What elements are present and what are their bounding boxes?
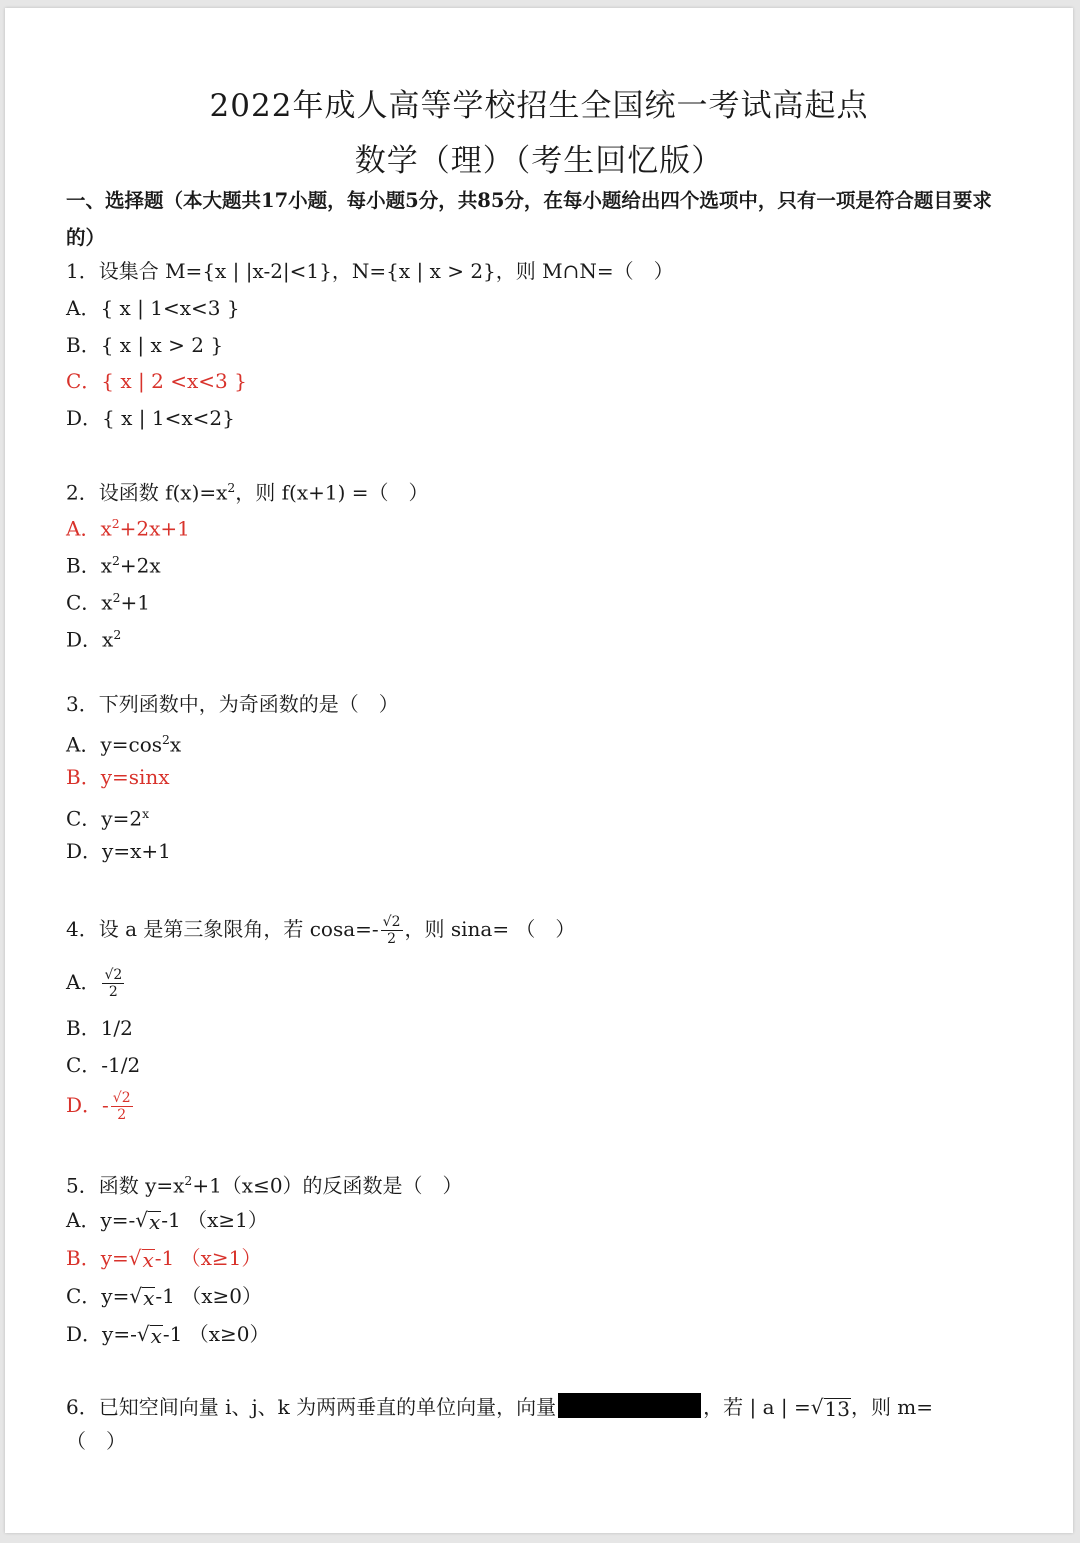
question-4-option-c: C．-1/2	[66, 1053, 141, 1077]
fraction-sqrt2-over-2: $\frac{√2}{2}$	[112, 1090, 131, 1123]
question-5-option-a: A．y=- √ x -1 （x≥1）	[66, 1208, 268, 1234]
sqrt-x: √ x	[136, 1322, 162, 1348]
question-2-option-b: B．$x^2+2x$	[66, 553, 161, 578]
question-2-option-d: D．$x^2$	[66, 627, 122, 652]
question-3-option-b-answer: B．y=sinx	[66, 765, 170, 789]
sqrt-x: √ x	[128, 1246, 154, 1272]
question-3-stem: 3．下列函数中，为奇函数的是（ ）	[66, 692, 399, 716]
question-2-option-a-answer: A．$x^2+2x+1$	[66, 516, 190, 541]
fraction-sqrt2-over-2: $\frac{√2}{2}$	[382, 914, 401, 947]
question-4-option-b: B．1/2	[66, 1016, 133, 1040]
exam-subtitle: 数学（理）（考生回忆版）	[354, 143, 724, 179]
question-4-option-d-answer: D．- $\frac{√2}{2}$	[66, 1090, 131, 1123]
question-6-stem: 6．已知空间向量 i、j、k 为两两垂直的单位向量，向量 ，若 | a | = √ 13 ，则 m=	[66, 1395, 934, 1421]
question-4-stem: 4．设 a 是第三象限角，若 cosa=- $\frac{√2}{2}$ ，则 sina= （ ）	[66, 914, 576, 947]
question-1-option-b: B．{ x | x > 2 }	[66, 333, 224, 357]
sqrt-13: √ 13	[810, 1395, 850, 1421]
question-1-option-c-answer: C．{ x | 2 <x<3 }	[66, 369, 247, 393]
question-6-blank: （ ）	[66, 1429, 126, 1453]
sqrt-x: √ x	[135, 1208, 161, 1234]
question-4-option-a: A． $\frac{√2}{2}$	[66, 967, 123, 1000]
exam-page	[5, 8, 1073, 1533]
fraction-sqrt2-over-2: $\frac{√2}{2}$	[104, 967, 123, 1000]
question-5-option-b-answer: B．y= √ x -1 （x≥1）	[66, 1246, 262, 1272]
redaction-bar	[558, 1393, 701, 1418]
question-3-option-c: C．$y=2^x$	[66, 806, 150, 831]
question-1-option-d: D．{ x | 1<x<2}	[66, 406, 235, 430]
question-5-option-c: C．y= √ x -1 （x≥0）	[66, 1284, 262, 1310]
sqrt-x: √ x	[129, 1284, 155, 1310]
exam-title: 2022年成人高等学校招生全国统一考试高起点	[209, 88, 869, 124]
question-5-option-d: D．y=- √ x -1 （x≥0）	[66, 1322, 270, 1348]
question-3-option-d: D．y=x+1	[66, 839, 171, 863]
section-heading: 一、选择题（本大题共17小题，每小题5分，共85分，在每小题给出四个选项中，只有一项是符合题目要求的）	[66, 189, 992, 249]
question-3-option-a: A．$y=\cos^2x$	[66, 732, 182, 757]
question-1-option-a: A．{ x | 1<x<3 }	[66, 296, 240, 320]
question-2-option-c: C．$x^2+1$	[66, 590, 150, 615]
question-2-stem: 2．设函数 $f(x)=x^2$，则 f(x+1) =（ ）	[66, 480, 429, 505]
question-1-stem: 1．设集合 M={x | |x-2|<1}，N={x | x > 2}，则 M∩N=（ ）	[66, 259, 674, 283]
question-5-stem: 5．函数 $y=x^2+1(x\le 0)$的反函数是（ ）	[66, 1173, 463, 1198]
